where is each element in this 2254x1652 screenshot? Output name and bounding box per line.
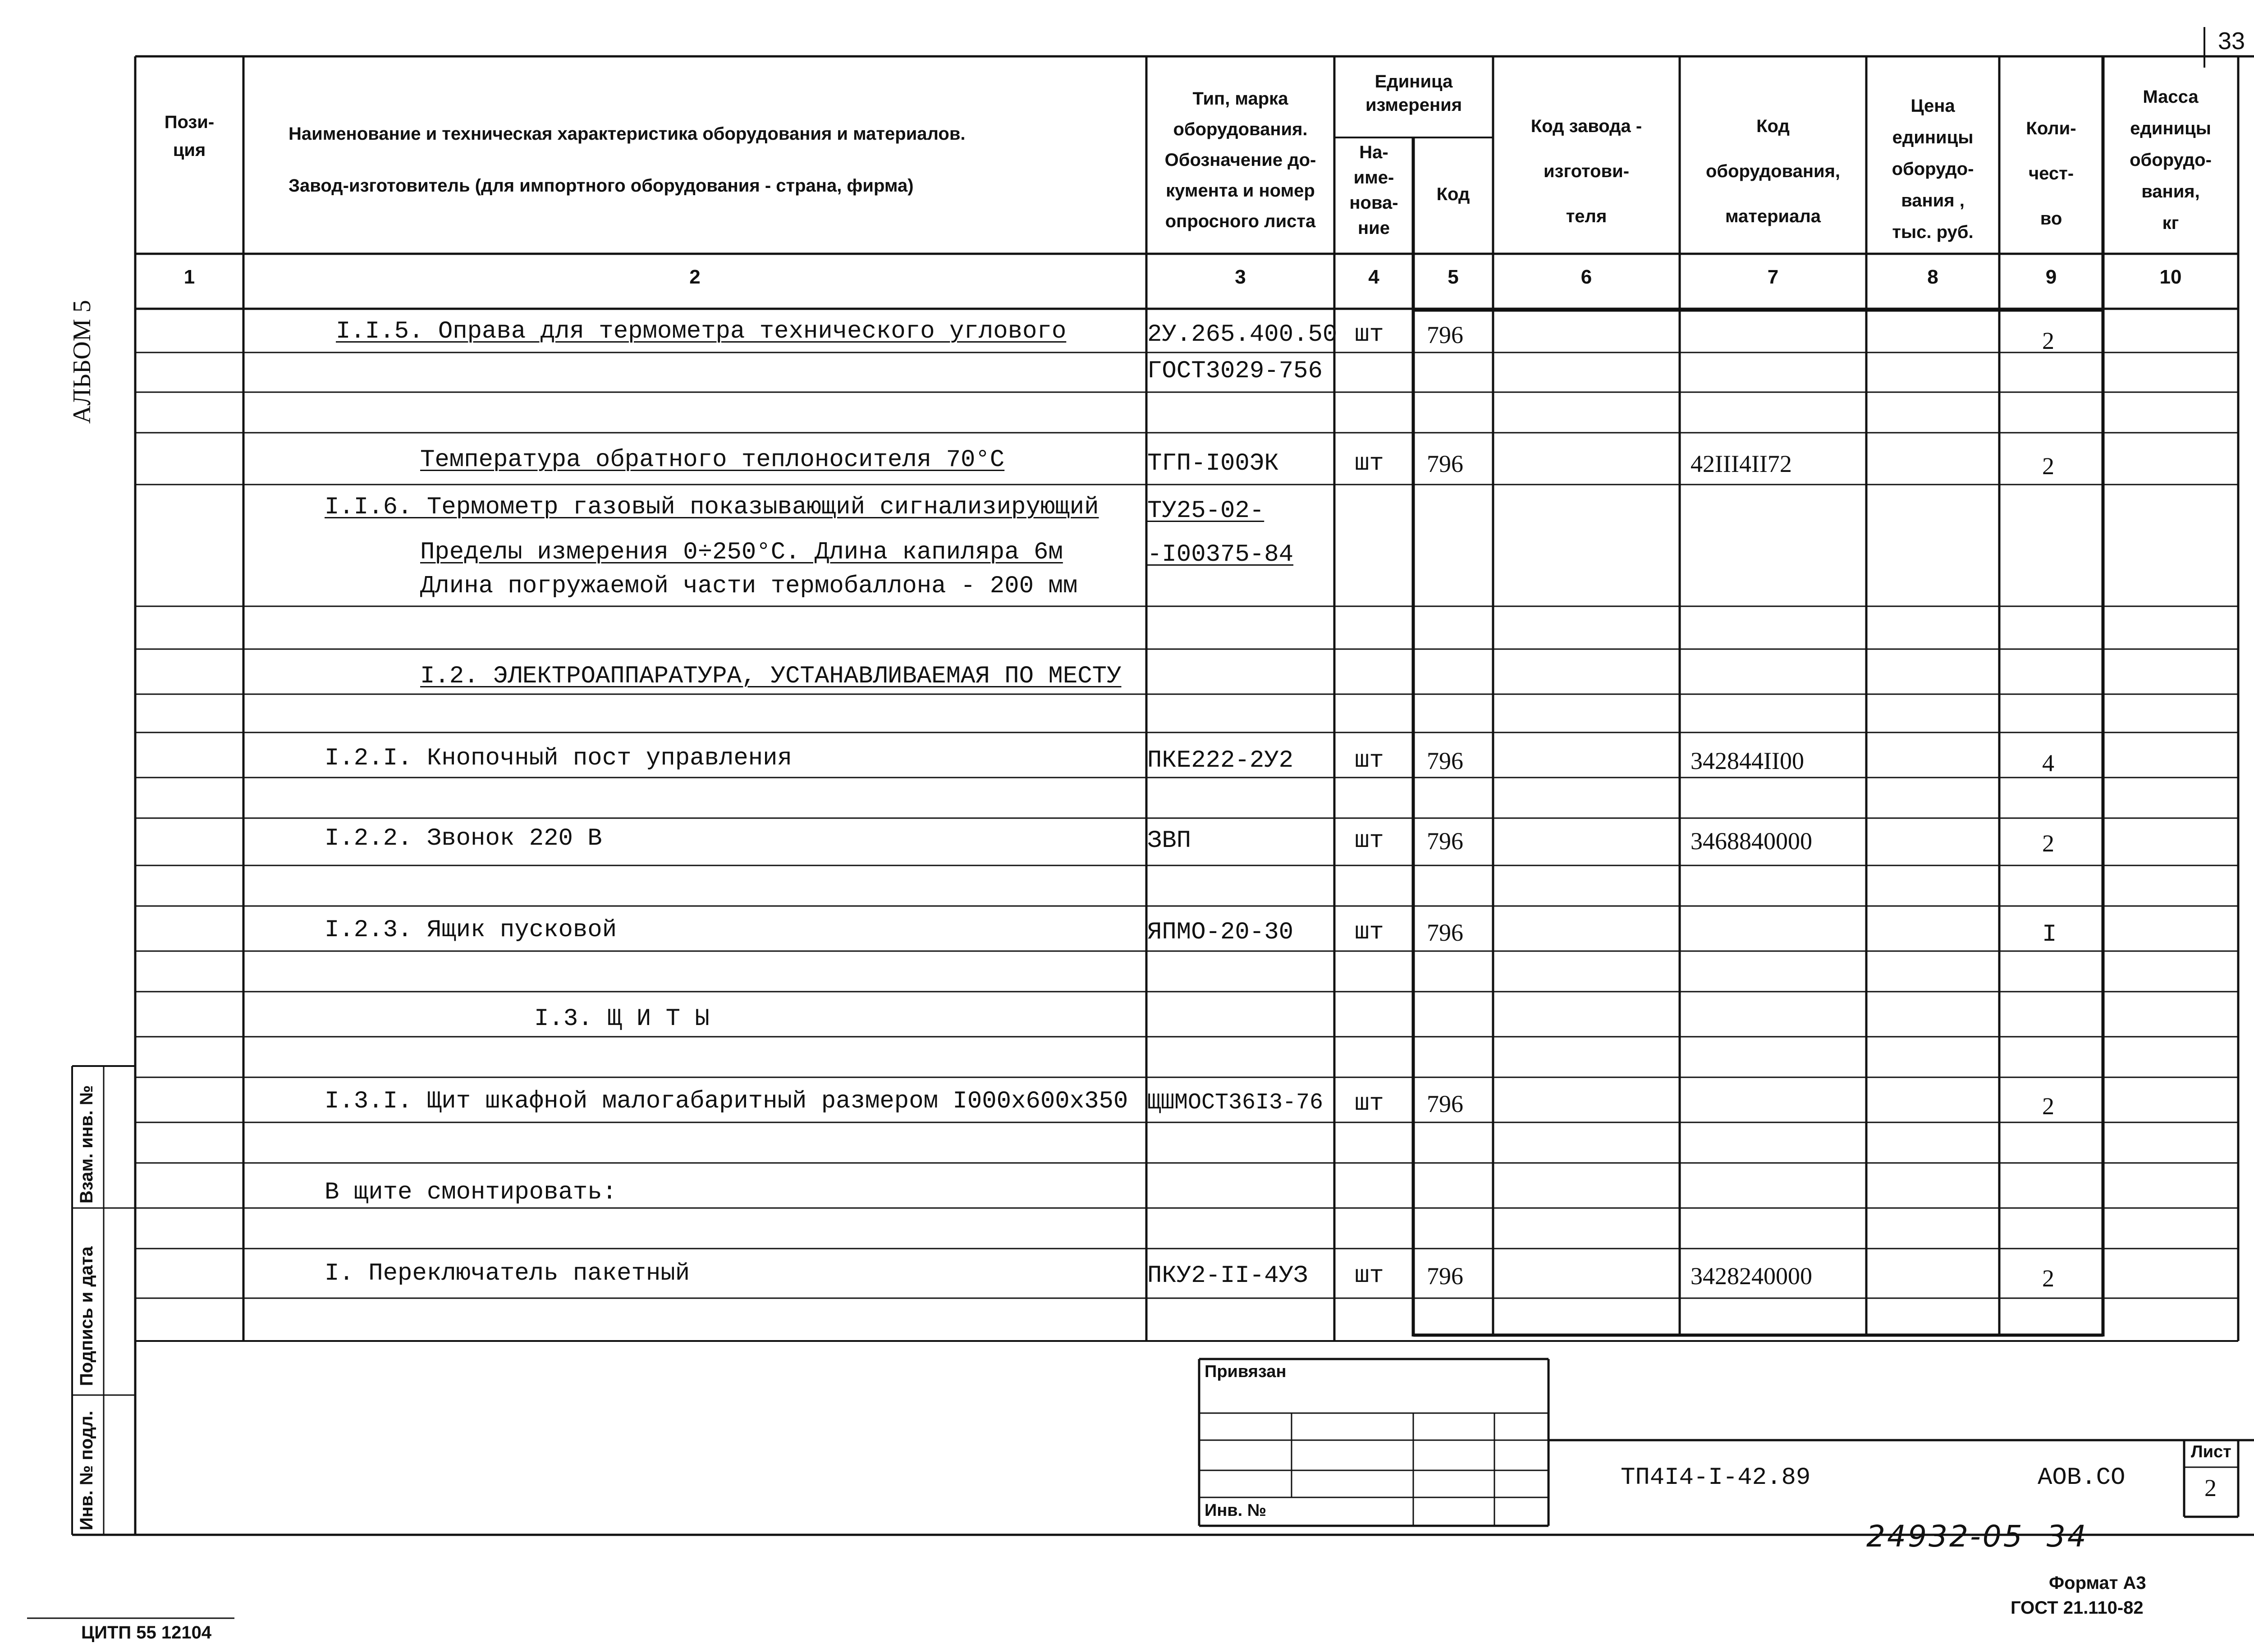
item-quantity: 2 — [2042, 327, 2054, 354]
item-equipment-code: 3468840000 — [1690, 828, 1812, 855]
header-position: Пози- ция — [164, 112, 215, 160]
item-name: I. Переключатель пакетный — [325, 1260, 690, 1287]
column-number: 9 — [2045, 266, 2057, 288]
section-title: I.2. ЭЛЕКТРОАППАРАТУРА, УСТАНАВЛИВАЕМАЯ ПО МЕСТУ — [420, 663, 1122, 690]
item-code: 796 — [1427, 450, 1463, 477]
item-quantity: 2 — [2042, 830, 2054, 857]
format-label: Формат А3 — [2049, 1573, 2146, 1593]
section-title: I.3. Щ И Т Ы — [534, 1005, 710, 1033]
column-number: 2 — [689, 266, 701, 288]
item-type: ЗВП — [1147, 827, 1191, 855]
item-type: ГОСТ3029-756 — [1147, 357, 1323, 385]
document-code: ТП4I4-I-42.89 — [1621, 1464, 1811, 1492]
item-code: 796 — [1427, 1090, 1463, 1117]
item-unit: шт — [1355, 747, 1384, 774]
column-number: 6 — [1581, 266, 1592, 288]
item-name: Длина погружаемой части термобаллона - 200 мм — [420, 572, 1078, 600]
item-unit: шт — [1355, 919, 1384, 946]
item-type: ПКУ2-II-4УЗ — [1147, 1262, 1308, 1290]
header-factory-code: Код завода - изготови- теля — [1530, 116, 1642, 226]
item-name: I.I.5. Оправа для термометра технического углового — [336, 318, 1067, 345]
item-equipment-code: 342844II00 — [1690, 747, 1804, 774]
item-unit: шт — [1355, 450, 1384, 477]
title-inv-no: Инв. № — [1205, 1501, 1267, 1520]
header-type: Тип, марка оборудования. Обозначение до- кумента и номер опросного листа — [1164, 89, 1316, 231]
stamp-signature-date: Подпись и дата — [77, 1246, 96, 1386]
item-code: 796 — [1427, 919, 1463, 946]
handwritten-number: 24932-05 34 — [1866, 1519, 2088, 1554]
item-quantity: I — [2042, 921, 2057, 948]
item-name: I.2.2. Звонок 220 В — [325, 825, 602, 852]
stamp-replaced-inv: Взам. инв. № — [77, 1085, 96, 1204]
item-code: 796 — [1427, 321, 1463, 348]
header-unit-code: Код — [1436, 184, 1470, 204]
item-type: ТУ25-02- — [1147, 497, 1264, 525]
header-price: Цена единицы оборудо- вания , тыс. руб. — [1892, 96, 1974, 242]
column-number: 10 — [2159, 266, 2182, 288]
item-name: Пределы измерения 0÷250°С. Длина капиляра 6м — [420, 539, 1063, 566]
page-number: 33 — [2218, 27, 2245, 55]
item-equipment-code: 3428240000 — [1690, 1263, 1812, 1290]
item-unit: шт — [1355, 1090, 1384, 1117]
title-attached: Привязан — [1205, 1362, 1287, 1381]
column-number: 8 — [1927, 266, 1938, 288]
item-code: 796 — [1427, 1263, 1463, 1290]
document-mark: АОВ.СО — [2038, 1464, 2126, 1492]
stamp-inv-original: Инв. № подл. — [77, 1410, 96, 1530]
item-name: I.3.I. Щит шкафной малогабаритный размером I000х600х350 — [325, 1088, 1128, 1115]
header-unit-group: Единица измерения — [1365, 72, 1462, 115]
item-unit: шт — [1355, 827, 1384, 855]
column-number: 7 — [1767, 266, 1779, 288]
item-name: В щите смонтировать: — [325, 1179, 617, 1206]
item-quantity: 4 — [2042, 750, 2054, 777]
column-number: 5 — [1448, 266, 1459, 288]
item-type: 2У.265.400.50 — [1147, 321, 1338, 348]
header-mass: Масса единицы оборудо- вания, кг — [2130, 87, 2212, 233]
item-quantity: 2 — [2042, 1265, 2054, 1292]
item-type: -I00375-84 — [1147, 541, 1294, 568]
item-name: I.I.6. Термометр газовый показывающий сигнализирующий — [325, 494, 1099, 521]
item-type: ПКЕ222-2У2 — [1147, 747, 1294, 774]
gost-label: ГОСТ 21.110-82 — [2011, 1598, 2144, 1618]
bottom-code: ЦИТП 55 12104 — [81, 1623, 212, 1643]
item-type: ЯПМО-20-30 — [1147, 919, 1294, 946]
item-code: 796 — [1427, 747, 1463, 774]
item-code: 796 — [1427, 828, 1463, 855]
sheet-number: 2 — [2204, 1474, 2217, 1501]
sheet-label: Лист — [2191, 1442, 2231, 1461]
item-unit: шт — [1355, 321, 1384, 348]
header-equipment-code: Код оборудования, материала — [1705, 116, 1841, 226]
item-quantity: 2 — [2042, 453, 2054, 480]
item-unit: шт — [1355, 1262, 1384, 1290]
column-number: 3 — [1235, 266, 1246, 288]
item-quantity: 2 — [2042, 1093, 2054, 1120]
item-type: ЩШМОСТ36I3-76 — [1147, 1090, 1324, 1116]
header-unit-name: На- име- нова- ние — [1349, 142, 1398, 238]
item-type: ТГП-I00ЭК — [1147, 450, 1279, 477]
column-number: 1 — [183, 266, 195, 288]
item-equipment-code: 42III4II72 — [1690, 450, 1792, 477]
header-name: Наименование и техническая характеристика оборудования и материалов. Завод-изготовитель (для импортного оборудования - страна, фирма) — [289, 124, 966, 196]
album-label: АЛЬБОМ 5 — [68, 300, 96, 424]
header-quantity: Коли- чест- во — [2026, 119, 2076, 229]
item-name: I.2.I. Кнопочный пост управления — [325, 745, 792, 772]
item-name: I.2.3. Ящик пусковой — [325, 916, 617, 944]
column-number: 4 — [1368, 266, 1379, 288]
item-name: Температура обратного теплоносителя 70°С — [420, 446, 1005, 474]
